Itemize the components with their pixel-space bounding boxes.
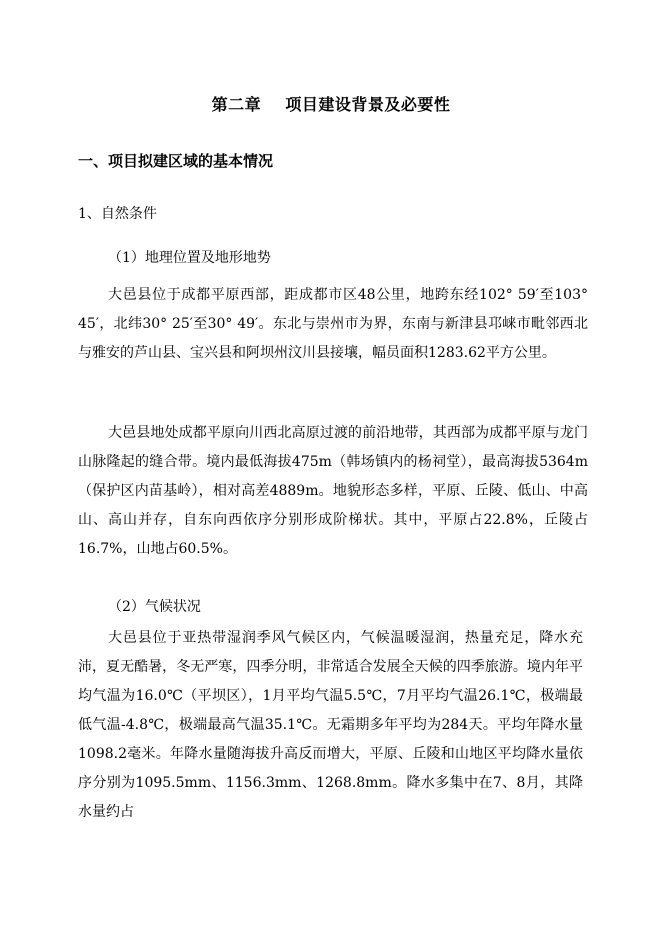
paragraph-terrain: 大邑县地处成都平原向川西北高原过渡的前沿地带，其西部为成都平原与龙门山脉隆起的缝合带。境内最低海拔475m（韩场镇内的杨祠堂），最高海拔5364m（保护区内苗基岭），相对高差4889m。地貌形态多样，平原、丘陵、低山、中高山、高山并存，自东向西依序分别形成阶梯状。其中，平原占22.8%，丘陵占16.7%，山地占60.5%。 (78, 425, 588, 557)
item-heading-geography: （1）地理位置及地形地势 (108, 250, 271, 266)
subsection-heading: 1、自然条件 (78, 206, 157, 222)
chapter-title: 第二章 项目建设背景及必要性 (211, 95, 451, 114)
paragraph-climate: 大邑县位于亚热带湿润季风气候区内，气候温暖湿润，热量充足，降水充沛，夏无酷暑，冬无严寒，四季分明，非常适合发展全天候的四季旅游。境内年平均气温为16.0℃（平坝区），1月平均气温5.5℃，7月平均气温26.1℃，极端最低气温-4.8℃，极端最高气温35.1℃。无霜期多年平均为284天。平均年降水量1098.2毫米。年降水量随海拔升高反而增大，平原、丘陵和山地区平均降水量依序分别为1095.5mm、1156.3mm、1268.8mm。降水多集中在7、8月，其降水量约占 (78, 630, 583, 820)
paragraph-location: 大邑县位于成都平原西部，距成都市区48公里，地跨东经102° 59′至103° 45′，北纬30° 25′至30° 49′。东北与崇州市为界，东南与新津县邛崃市毗邻西北与雅安的芦山县、宝兴县和阿坝州汶川县接壤，幅员面积1283.62平方公里。 (78, 287, 588, 361)
section-heading: 一、项目拟建区域的基本情况 (78, 152, 274, 170)
item-heading-climate: （2）气候状况 (108, 599, 201, 615)
